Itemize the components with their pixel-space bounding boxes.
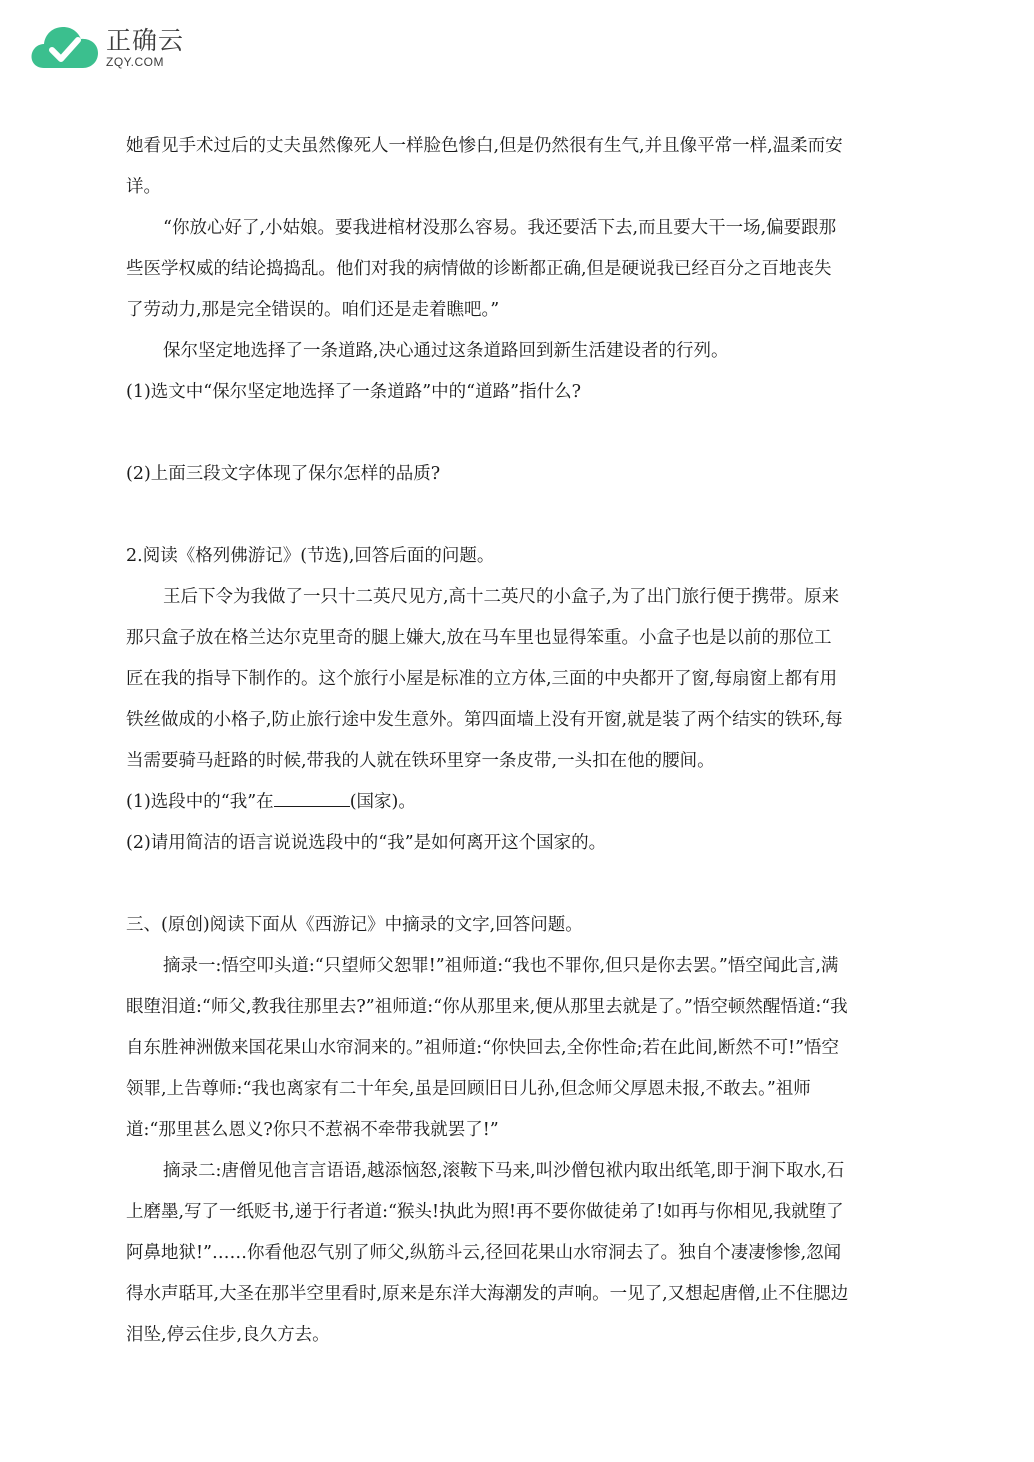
passage-line: 那只盒子放在格兰达尔克里奇的腿上嫌大,放在马车里也显得笨重。小盒子也是以前的那位工 bbox=[126, 628, 832, 648]
answer-space bbox=[126, 413, 912, 454]
passage-line: 她看见手术过后的丈夫虽然像死人一样脸色惨白,但是仍然很有生气,并且像平常一样,温柔而安 bbox=[126, 136, 843, 156]
passage-line: 上磨墨,写了一纸贬书,递于行者道:“猴头!执此为照!再不要你做徒弟了!如再与你相见,我就堕了 bbox=[126, 1202, 844, 1222]
passage-line: 眼堕泪道:“师父,教我往那里去?”祖师道:“你从那里来,便从那里去就是了。”悟空顿然醒悟道:“我 bbox=[126, 997, 848, 1017]
answer-space bbox=[126, 864, 912, 905]
logo-domain: ZQY.COM bbox=[106, 55, 164, 69]
question-2-1 bbox=[126, 782, 912, 823]
passage-line: 保尔坚定地选择了一条道路,决心通过这条道路回到新生活建设者的行列。 bbox=[163, 341, 729, 361]
passage-line: 些医学权威的结论捣捣乱。他们对我的病情做的诊断都正确,但是硬说我已经百分之百地丧失 bbox=[126, 259, 832, 279]
question-2-2: (2)请用简洁的语言说说选段中的“我”是如何离开这个国家的。 bbox=[126, 833, 607, 853]
cloud-check-icon bbox=[28, 22, 102, 74]
question-1-2: (2)上面三段文字体现了保尔怎样的品质? bbox=[126, 464, 441, 484]
passage-line: 王后下令为我做了一只十二英尺见方,高十二英尺的小盒子,为了出门旅行便于携带。原来 bbox=[163, 587, 840, 607]
section-heading-3: 三、(原创)阅读下面从《西游记》中摘录的文字,回答问题。 bbox=[126, 915, 583, 935]
question-2-1-prefix: (1)选段中的“我”在 bbox=[126, 792, 274, 812]
passage-line: 阿鼻地狱!”……你看他忍气别了师父,纵筋斗云,径回花果山水帘洞去了。独自个凄凄惨惨,忽闻 bbox=[126, 1243, 842, 1263]
fill-in-blank[interactable] bbox=[274, 805, 350, 807]
passage-line: 道:“那里甚么恩义?你只不惹祸不牵带我就罢了!” bbox=[126, 1120, 499, 1140]
answer-space bbox=[126, 495, 912, 536]
passage-line: 铁丝做成的小格子,防止旅行途中发生意外。第四面墙上没有开窗,就是装了两个结实的铁环,每 bbox=[126, 710, 843, 730]
site-logo[interactable] bbox=[28, 20, 184, 76]
passage-line: 摘录一:悟空叩头道:“只望师父恕罪!”祖师道:“我也不罪你,但只是你去罢。”悟空闻此言,满 bbox=[163, 956, 839, 976]
passage-line: 摘录二:唐僧见他言言语语,越添恼怒,滚鞍下马来,叫沙僧包袱内取出纸笔,即于涧下取水,石 bbox=[163, 1161, 845, 1181]
passage-line: 领罪,上告尊师:“我也离家有二十年矣,虽是回顾旧日儿孙,但念师父厚恩未报,不敢去。”祖师 bbox=[126, 1079, 811, 1099]
document-body bbox=[126, 126, 912, 1356]
passage-line: 当需要骑马赶路的时候,带我的人就在铁环里穿一条皮带,一头扣在他的腰间。 bbox=[126, 751, 715, 771]
passage-line: 泪坠,停云住步,良久方去。 bbox=[126, 1325, 330, 1345]
section-heading-2: 2.阅读《格列佛游记》(节选),回答后面的问题。 bbox=[126, 546, 495, 566]
question-2-1-suffix: (国家)。 bbox=[349, 792, 416, 812]
passage-line: 匠在我的指导下制作的。这个旅行小屋是标准的立方体,三面的中央都开了窗,每扇窗上都有用 bbox=[126, 669, 838, 689]
question-1-1: (1)选文中“保尔坚定地选择了一条道路”中的“道路”指什么? bbox=[126, 382, 581, 402]
passage-line: 了劳动力,那是完全错误的。咱们还是走着瞧吧。” bbox=[126, 300, 500, 320]
passage-line: “你放心好了,小姑娘。要我进棺材没那么容易。我还要活下去,而且要大干一场,偏要跟那 bbox=[163, 218, 837, 238]
passage-line: 自东胜神洲傲来国花果山水帘洞来的。”祖师道:“你快回去,全你性命;若在此间,断然不可!”悟空 bbox=[126, 1038, 840, 1058]
logo-title: 正确云 bbox=[106, 26, 185, 55]
passage-line: 得水声聒耳,大圣在那半空里看时,原来是东洋大海潮发的声响。一见了,又想起唐僧,止不住腮边 bbox=[126, 1284, 849, 1304]
passage-line: 详。 bbox=[126, 177, 161, 197]
